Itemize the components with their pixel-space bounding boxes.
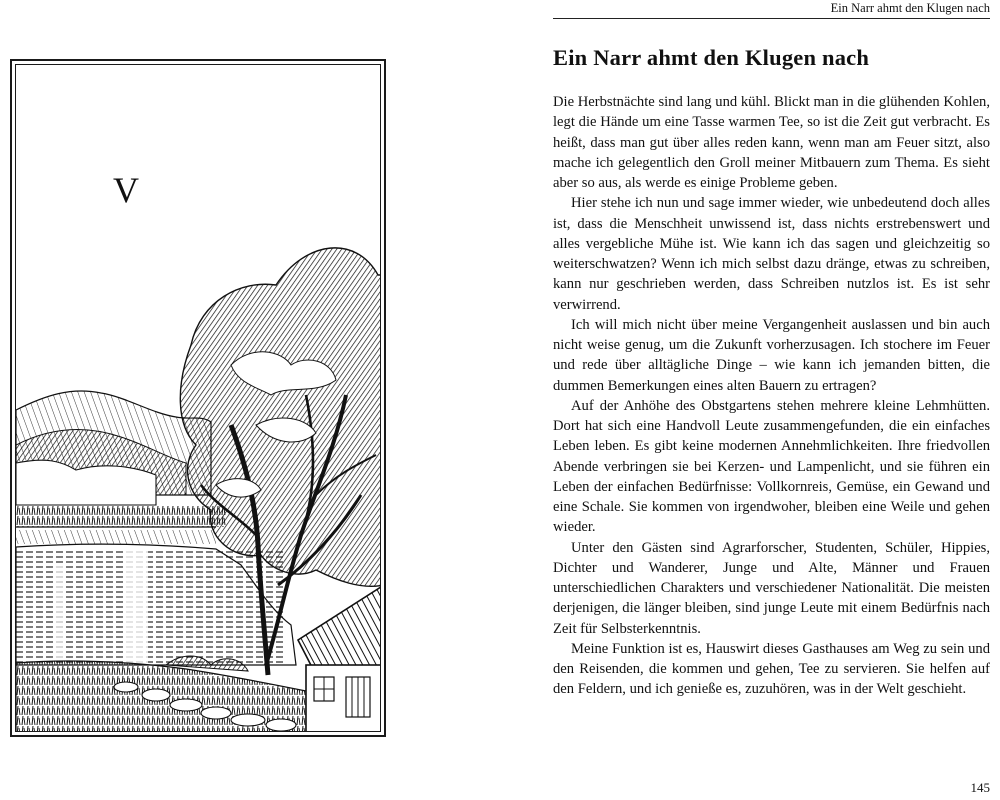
- paragraph: Die Herbstnächte sind lang und kühl. Blickt man in die glühenden Kohlen, legt die Hände um eine Tasse warmen Tee, so ist die Zeit gut verbracht. Es heißt, dass man gut über alles reden kann, wenn man am Feuer sitzt, also mache ich gelegentlich den Groll meiner Mitbauern zum Thema. Es sieht aber so aus, als werde es einige Probleme geben.: [553, 94, 990, 191]
- page-number: 145: [970, 780, 990, 795]
- paragraph: Ich will mich nicht über meine Vergangenheit auslassen und bin auch nicht weise genug, um die Zukunft vorherzusagen. Ich stochere im Feuer und rede über alltägliche Dinge – wie kann ich jemanden bitten, die dummen Bemerkungen eines alten Bauern zu ertragen?: [553, 316, 990, 394]
- running-head: Ein Narr ahmt den Klugen nach: [553, 0, 990, 19]
- paragraph: Hier stehe ich nun und sage immer wieder, wie unbedeutend doch alles ist, dass die Menschheit unwissend ist, dass nichts erstrebenswert und alles vergebliche Mühe ist. Wie kann ich das sagen und gleichzeitig so weiterschwatzen? Wenn ich mich selbst dazu dränge, etwas zu schreiben, kann nur geschrieben werden, dass Schreiben nutzlos ist. Es ist sehr verwirrend.: [553, 195, 990, 313]
- illustration-frame-inner: [15, 64, 381, 732]
- paragraph: Meine Funktion ist es, Hauswirt dieses Gasthauses am Weg zu sein und den Reisenden, die kommen und gehen, Tee zu servieren. Sie helfen auf den Feldern, und ich genieße es, zuzuhören, was in der Welt geschieht.: [553, 640, 990, 698]
- illustration-frame: [10, 59, 386, 737]
- body-text: [553, 92, 990, 700]
- paragraph: Unter den Gästen sind Agrarforscher, Studenten, Schüler, Hippies, Dichter und Wanderer, Junge und Alte, Männer und Frauen unterschiedlichen Charakters und verschiedener Nationalität. Die meisten derjenigen, die länger bleiben, sind junge Leute mit einem Bedürfnis nach Zeit für Selbsterkenntnis.: [553, 539, 990, 637]
- paragraph: Auf der Anhöhe des Obstgartens stehen mehrere kleine Lehmhütten. Dort hat sich eine Handvoll Leute zusammengefunden, die ein einfaches Leben leben. Es gibt keine modernen Annehmlichkeiten. Ihre friedvollen Abende verbringen sie bei Kerzen- und Lampenlicht, und sie führen ein Leben der einfachen Bedürfnisse: Vollkornreis, Gemüse, ein Gewand und eine Schale. Sie kommen von irgendwoher, bleiben eine Weile und gehen wieder.: [553, 397, 990, 536]
- chapter-numeral: V: [113, 170, 139, 210]
- landscape-illustration: [16, 65, 381, 732]
- chapter-title: Ein Narr ahmt den Klugen nach: [553, 45, 870, 70]
